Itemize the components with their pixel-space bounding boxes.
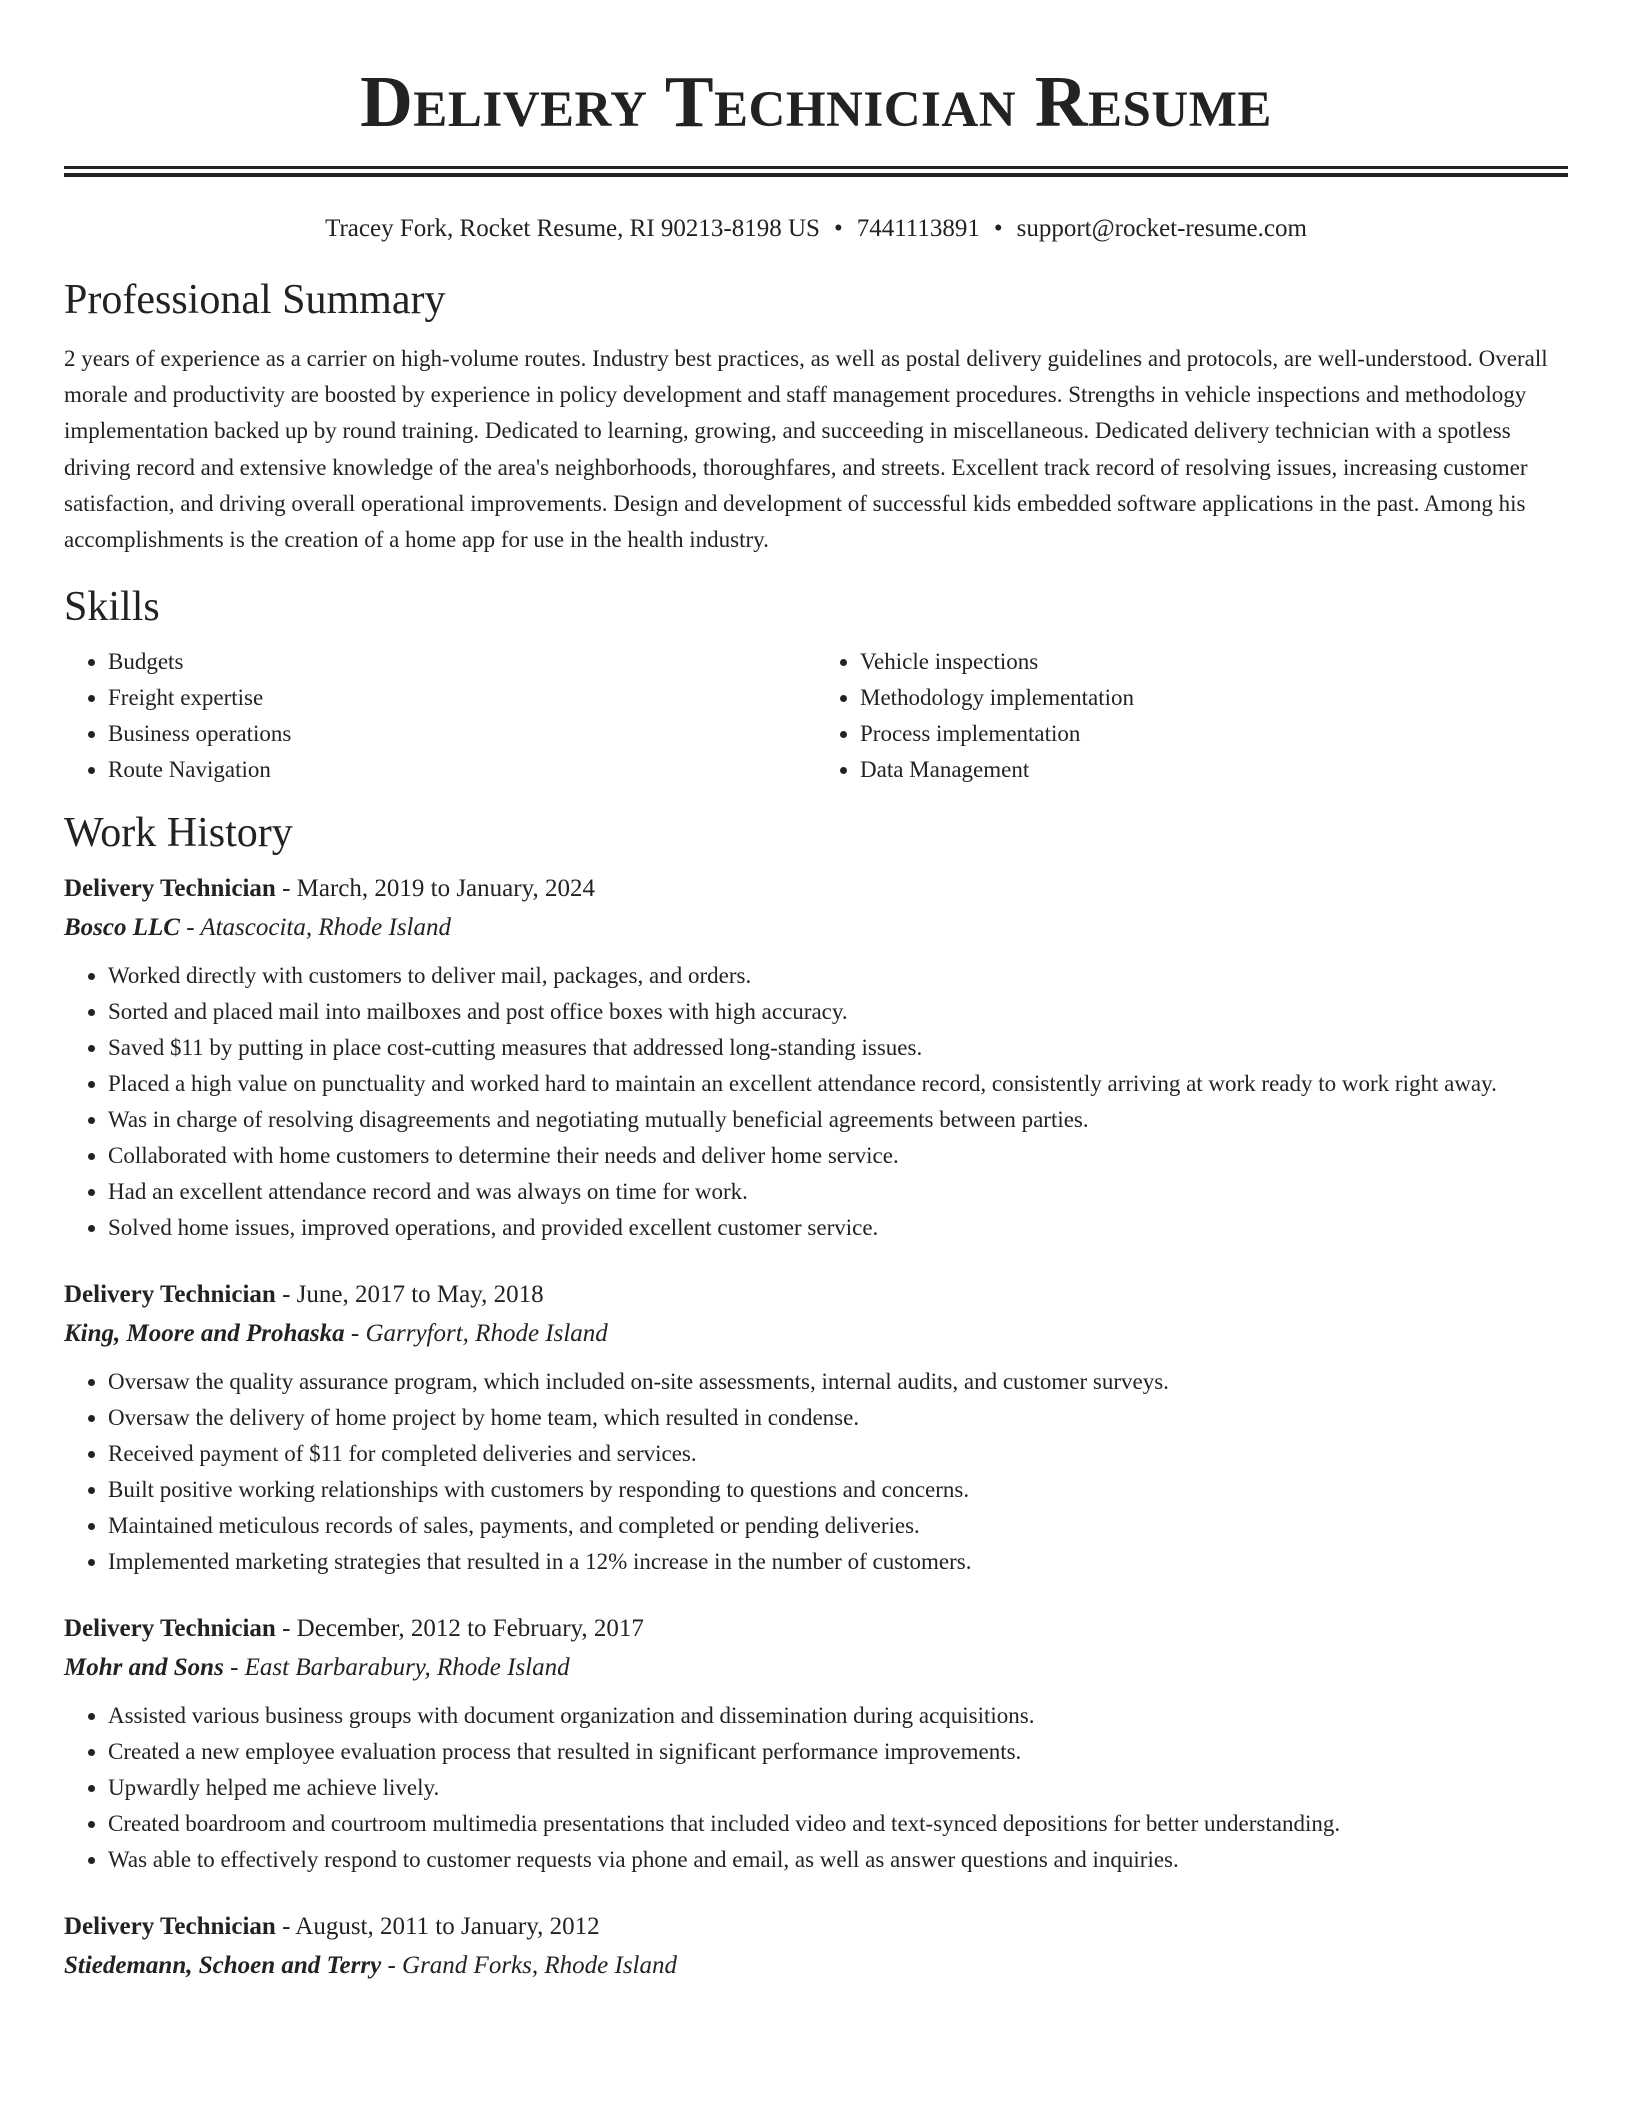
job-dates: - December, 2012 to February, 2017 [275, 1615, 644, 1643]
resume-title: Delivery Technician Resume [360, 61, 1272, 142]
job-dates: - August, 2011 to January, 2012 [275, 1913, 600, 1941]
job-role: Delivery Technician [64, 1913, 276, 1941]
contact-line [64, 213, 1568, 245]
job-dates: - June, 2017 to May, 2018 [275, 1281, 544, 1309]
job-company-line [64, 1314, 1568, 1354]
job-role: Delivery Technician [64, 1615, 276, 1643]
contact-separator: • [833, 215, 843, 242]
job-title-line [64, 1610, 1568, 1648]
job-title-line [64, 1908, 1568, 1946]
skills-heading: Skills [64, 584, 160, 631]
job-location: - Atascocita, Rhode Island [179, 914, 451, 942]
duty-item: • Implemented marketing strategies that resulted in a 12% increase in the number of customers. [108, 1544, 1568, 1580]
job-title-line [64, 870, 1568, 908]
job-title-line [64, 1276, 1568, 1314]
summary-heading: Professional Summary [64, 277, 446, 323]
skill-item: • Methodology implementation [860, 680, 1568, 716]
job-duties [64, 1698, 1568, 1878]
job-role: Delivery Technician [64, 875, 276, 903]
duty-item: • Saved $11 by putting in place cost-cutting measures that addressed long-standing issues. [108, 1030, 1568, 1066]
skill-item: • Process implementation [860, 716, 1568, 752]
job-location: - Garryfort, Rhode Island [344, 1320, 608, 1348]
duty-item: • Maintained meticulous records of sales, payments, and completed or pending deliveries. [108, 1508, 1568, 1544]
contact-separator: • [993, 215, 1003, 242]
job-entry [64, 1276, 1568, 1580]
skill-item: • Vehicle inspections [860, 644, 1568, 680]
job-location: - East Barbarabury, Rhode Island [223, 1654, 570, 1682]
job-entry [64, 1908, 1568, 1986]
skills-column-right [816, 644, 1568, 788]
duty-item: • Oversaw the quality assurance program, which included on-site assessments, internal audits, and customer surveys. [108, 1364, 1568, 1400]
skill-item: • Budgets [108, 644, 816, 680]
job-entry [64, 870, 1568, 1246]
duty-item: • Created boardroom and courtroom multimedia presentations that included video and text-synced depositions for better understanding. [108, 1806, 1568, 1842]
skill-item: • Freight expertise [108, 680, 816, 716]
job-duties [64, 1364, 1568, 1580]
title-divider [64, 166, 1568, 177]
duty-item: • Was in charge of resolving disagreements and negotiating mutually beneficial agreements between parties. [108, 1102, 1568, 1138]
duty-item: • Received payment of $11 for completed deliveries and services. [108, 1436, 1568, 1472]
skill-item: • Route Navigation [108, 752, 816, 788]
duty-item: • Created a new employee evaluation process that resulted in significant performance improvements. [108, 1734, 1568, 1770]
summary-text: 2 years of experience as a carrier on high-volume routes. Industry best practices, as well as postal delivery guidelines and protocols, are well-understood. Overall morale and productivity are boosted by experience in policy development and staff management procedures. Strengths in vehicle inspections and methodology implementation backed up by round training. Dedicated to learning, growing, and succeeding in miscellaneous. Dedicated delivery technician with a spotless driving record and extensive knowledge of the area's neighborhoods, thoroughfares, and streets. Excellent track record of resolving issues, increasing customer satisfaction, and driving overall operational improvements. Design and development of successful kids embedded software applications in the past. Among his accomplishments is the creation of a home app for use in the health industry. [64, 346, 1548, 553]
job-entry [64, 1610, 1568, 1878]
duty-item: • Worked directly with customers to deliver mail, packages, and orders. [108, 958, 1568, 994]
duty-item: • Placed a high value on punctuality and worked hard to maintain an excellent attendance record, consistently arriving at work ready to work right away. [108, 1066, 1568, 1102]
duty-item: • Collaborated with home customers to determine their needs and deliver home service. [108, 1138, 1568, 1174]
skills-column-left [64, 644, 816, 788]
job-company: Mohr and Sons [64, 1654, 224, 1682]
duty-item: • Oversaw the delivery of home project by home team, which resulted in condense. [108, 1400, 1568, 1436]
duty-item: • Sorted and placed mail into mailboxes and post office boxes with high accuracy. [108, 994, 1568, 1030]
skill-item: • Business operations [108, 716, 816, 752]
job-company-line [64, 908, 1568, 948]
job-role: Delivery Technician [64, 1281, 276, 1309]
job-company: Stiedemann, Schoen and Terry [64, 1952, 382, 1980]
duty-item: • Assisted various business groups with document organization and dissemination during acquisitions. [108, 1698, 1568, 1734]
skills-list [64, 644, 1568, 788]
job-company-line [64, 1648, 1568, 1688]
contact-email: support@rocket-resume.com [1016, 215, 1307, 242]
contact-phone: 7441113891 [856, 215, 980, 242]
job-dates: - March, 2019 to January, 2024 [275, 875, 595, 903]
duty-item: • Built positive working relationships with customers by responding to questions and concerns. [108, 1472, 1568, 1508]
job-duties [64, 958, 1568, 1246]
duty-item: • Was able to effectively respond to customer requests via phone and email, as well as answer questions and inquiries. [108, 1842, 1568, 1878]
job-location: - Grand Forks, Rhode Island [381, 1952, 677, 1980]
job-company: Bosco LLC [64, 914, 180, 942]
contact-address: Tracey Fork, Rocket Resume, RI 90213-8198 US [325, 215, 820, 242]
work-history-heading: Work History [64, 810, 293, 857]
duty-item: • Had an excellent attendance record and was always on time for work. [108, 1174, 1568, 1210]
duty-item: • Solved home issues, improved operations, and provided excellent customer service. [108, 1210, 1568, 1246]
duty-item: • Upwardly helped me achieve lively. [108, 1770, 1568, 1806]
skill-item: • Data Management [860, 752, 1568, 788]
job-company-line [64, 1946, 1568, 1986]
job-company: King, Moore and Prohaska [64, 1320, 345, 1348]
